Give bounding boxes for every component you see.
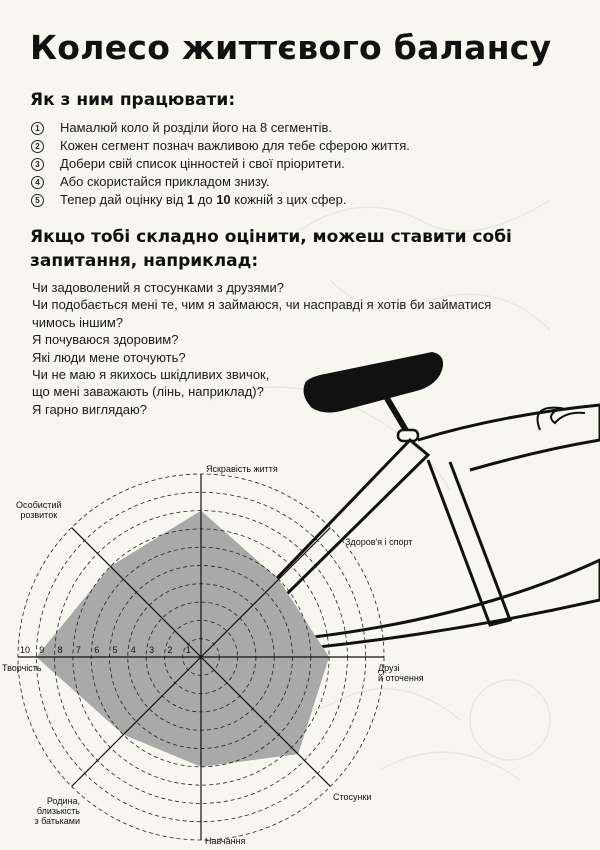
- step-text: Кожен сегмент познач важливою для тебе сферою життя.: [60, 138, 410, 153]
- question-line: Які люди мене оточують?: [32, 349, 186, 365]
- axis-label-creativity: Творчість: [2, 663, 42, 673]
- step-number-icon: 2: [31, 140, 44, 153]
- question-line: чимось іншим?: [32, 314, 124, 330]
- tick-label: 2: [167, 645, 173, 655]
- step-number-icon: 1: [31, 122, 44, 135]
- tick-label: 5: [112, 645, 118, 655]
- question-line: Чи подобається мені те, чим я займаюся, чи насправді я хотів би займатися: [32, 297, 492, 313]
- step-text: Добери свій список цінностей і свої пріоритети.: [60, 156, 345, 171]
- radar-axes: [18, 474, 384, 840]
- step-text: до: [194, 192, 217, 207]
- tick-label: 9: [39, 645, 45, 655]
- axis-label-brightness: Яскравість життя: [206, 464, 278, 474]
- tick-label: 1: [185, 645, 191, 655]
- step-text: Тепер дай оцінку від: [60, 192, 187, 207]
- question-line: Чи не маю я якихось шкідливих звичок,: [32, 367, 270, 383]
- axis-label-study: Навчання: [205, 836, 246, 846]
- tick-label: 3: [149, 645, 155, 655]
- step-number-icon: 5: [31, 194, 44, 207]
- how-to-heading: Як з ним працювати:: [30, 90, 236, 110]
- step-number-icon: 4: [31, 176, 44, 189]
- score-min: 1: [186, 192, 195, 207]
- axis-label-personal-growth: Особистий розвиток: [16, 500, 62, 520]
- question-line: Чи задоволений я стосунками з друзями?: [32, 280, 284, 295]
- step-text: кожній з цих сфер.: [230, 192, 347, 207]
- score-max: 10: [216, 192, 231, 207]
- questions-heading: Якщо тобі складно оцінити, можеш ставити собі запитання, наприклад:: [30, 227, 512, 271]
- page-title: Колесо життєвого балансу: [30, 28, 552, 67]
- axis-label-relationships: Стосунки: [333, 792, 372, 802]
- question-line: що мені заважають (лінь, наприклад)?: [32, 384, 264, 400]
- question-line: Я почуваюся здоровим?: [32, 332, 179, 348]
- axis-label-friends: Друзі й оточення: [378, 663, 424, 683]
- step-text: Намалюй коло й розділи його на 8 сегментів.: [60, 120, 332, 135]
- tick-label: 6: [94, 645, 100, 655]
- axis-label-health: Здоров'я і спорт: [345, 537, 413, 547]
- tick-label: 10: [20, 645, 31, 655]
- question-line: Я гарно виглядаю?: [32, 401, 147, 417]
- step-text: Або скористайся прикладом знизу.: [60, 174, 270, 189]
- tick-label: 7: [75, 645, 81, 655]
- tick-label: 8: [57, 645, 63, 655]
- axis-label-family: Родина, близькість з батьками: [34, 796, 80, 826]
- tick-label: 4: [130, 645, 136, 655]
- step-number-icon: 3: [31, 158, 44, 171]
